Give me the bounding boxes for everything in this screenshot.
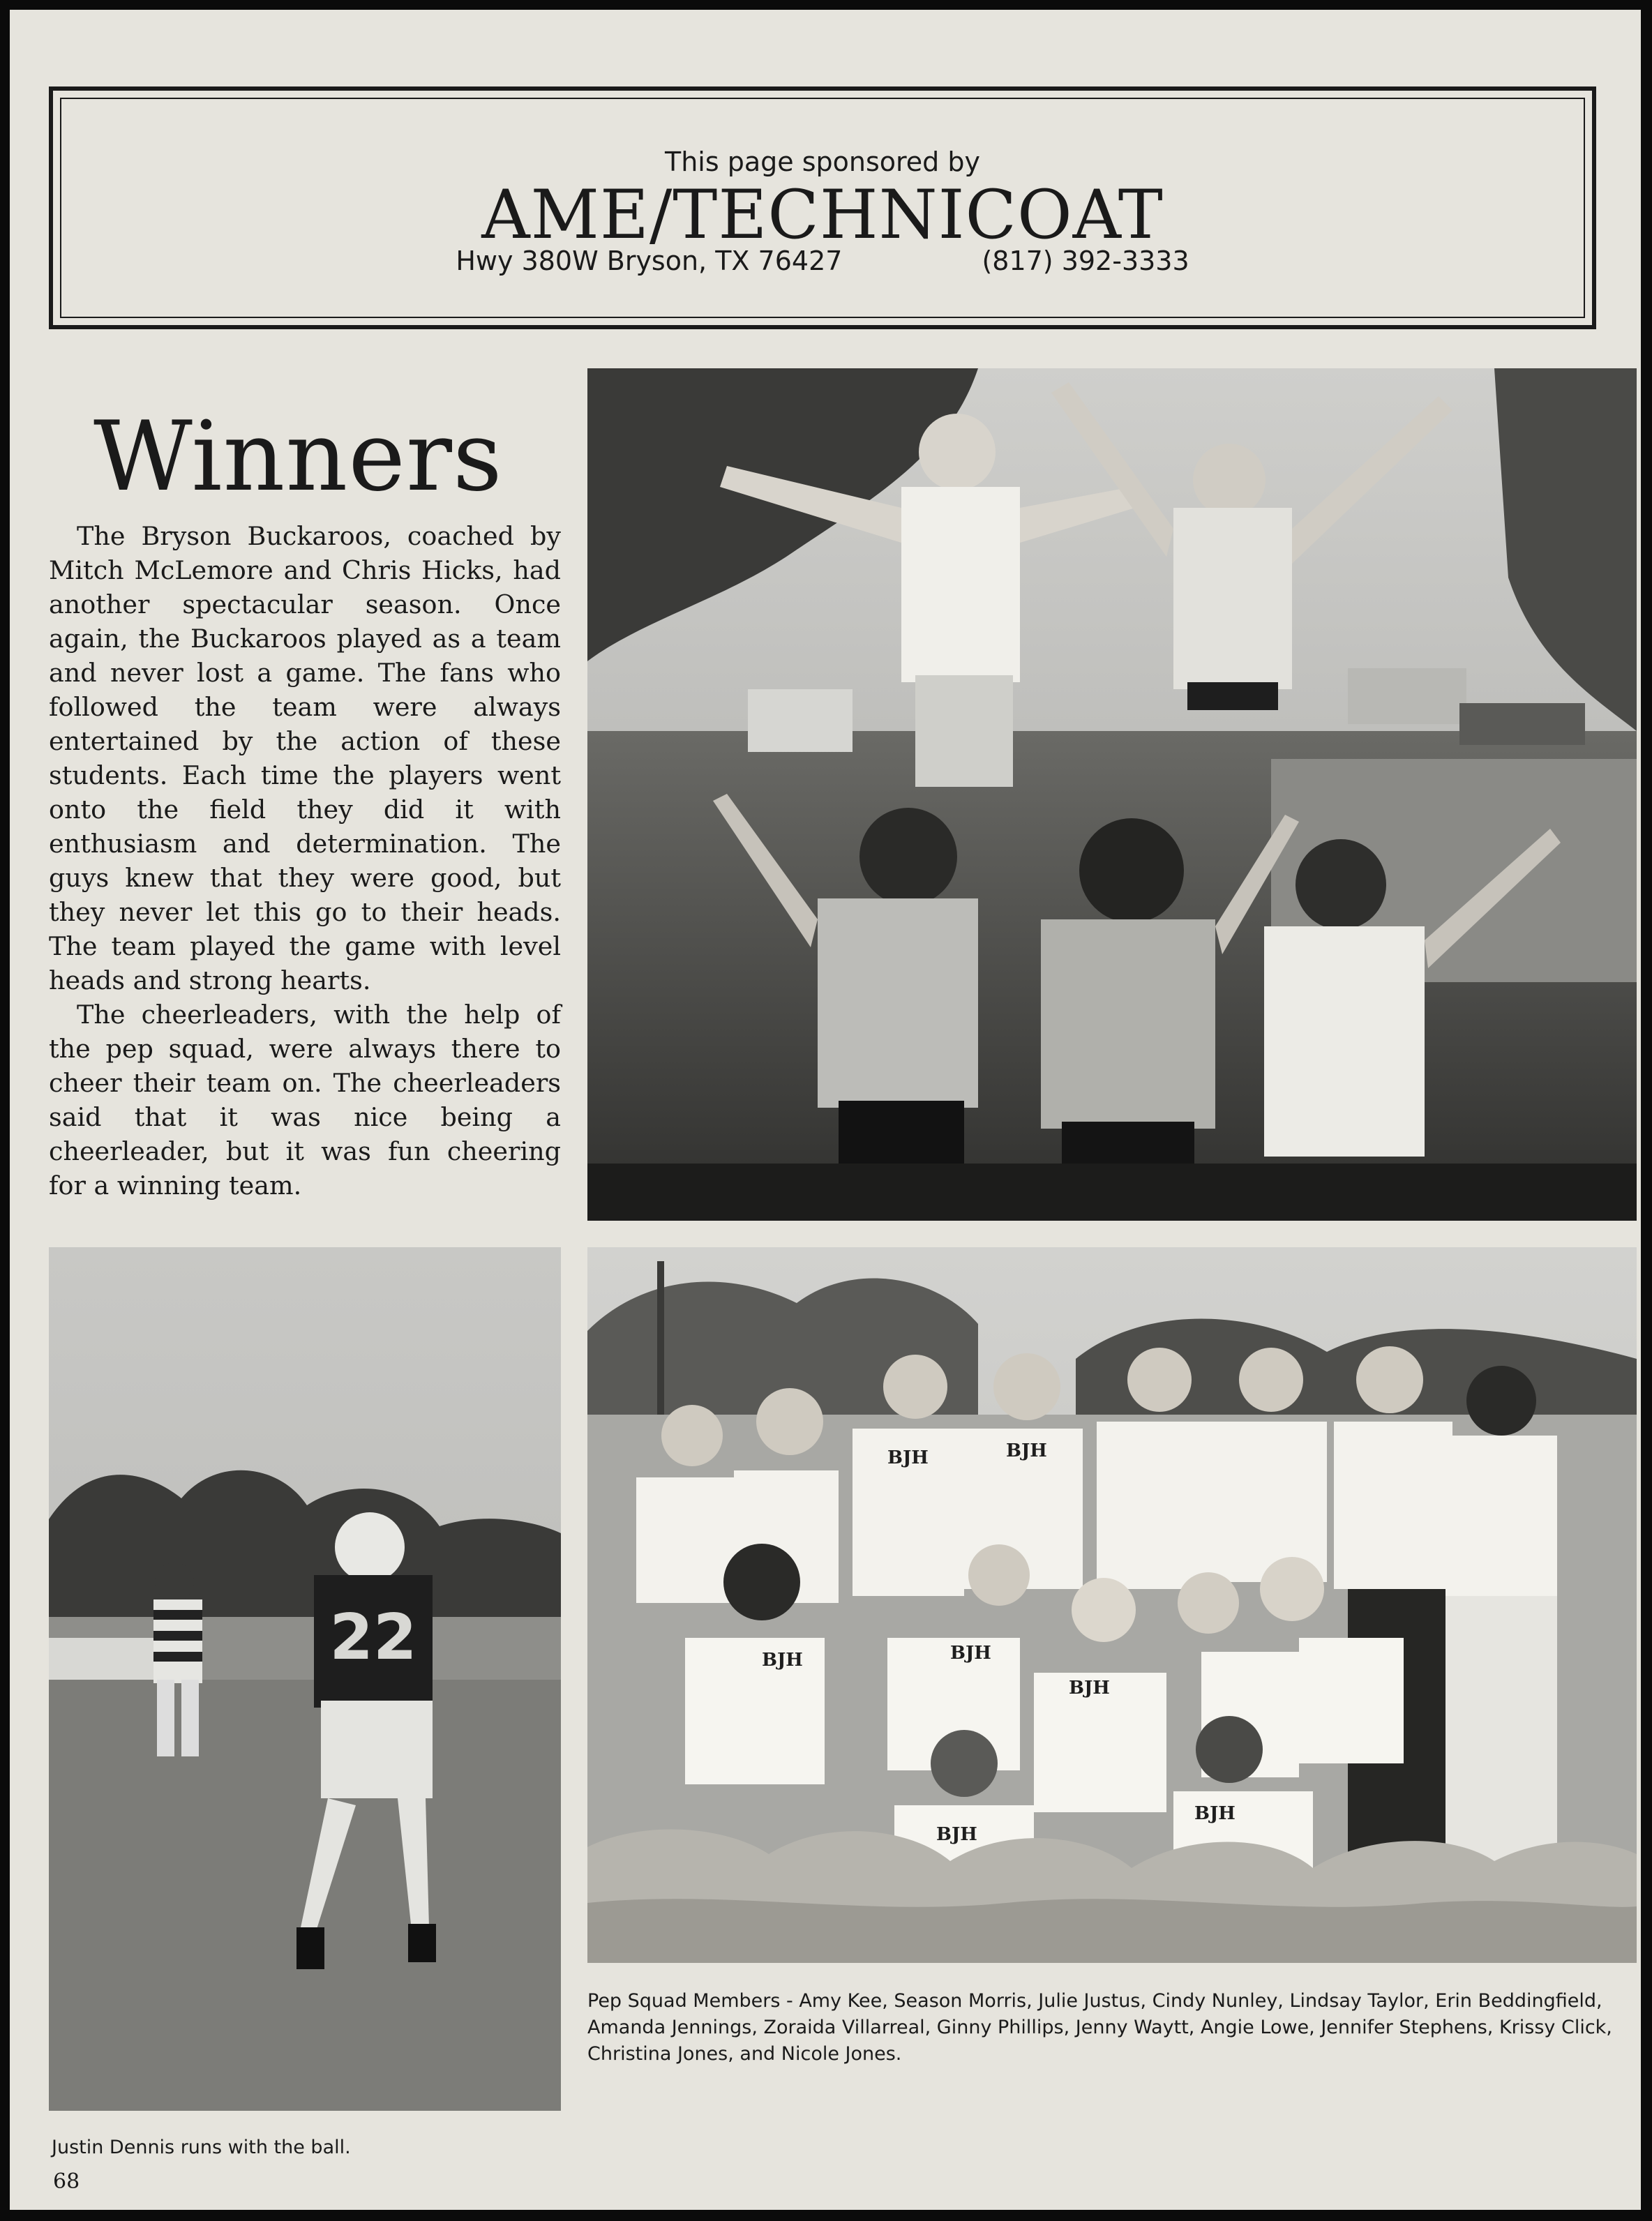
shirt-print-2: BJH <box>1006 1440 1047 1461</box>
shirt-print-1: BJH <box>887 1447 929 1468</box>
article-headline: Winners <box>93 400 503 513</box>
article-paragraph-1: The Bryson Buckaroos, coached by Mitch McLemore and Chris Hicks, had another spectacular season. Once again, the Buckaroos played as a team and never lost a game. The fans who followed the team were always entertained by the action of these students. Each time the players went onto the field they did it with enthusiasm and determination. The guys knew that they were good, but they never let this go to their heads. The team played the game with level heads and strong hearts. <box>49 521 561 995</box>
pep-squad-group-photo <box>587 1247 1637 1963</box>
shirt-print-7: BJH <box>1194 1803 1236 1824</box>
football-caption: Justin Dennis runs with the ball. <box>52 2137 351 2158</box>
football-player-photo <box>49 1247 561 2111</box>
shirt-print-4: BJH <box>950 1643 991 1664</box>
cheerleader-pyramid-photo <box>587 368 1637 1221</box>
sponsor-name: AME/TECHNICOAT <box>481 176 1164 254</box>
sponsor-contact <box>53 246 1592 276</box>
sponsor-address: Hwy 380W Bryson, TX 76427 <box>456 246 843 276</box>
shirt-print-5: BJH <box>1069 1678 1110 1699</box>
shirt-print-3: BJH <box>762 1650 803 1671</box>
shirt-print-6: BJH <box>936 1824 977 1845</box>
yearbook-page <box>10 10 1641 2210</box>
pep-squad-caption: Pep Squad Members - Amy Kee, Season Morris, Julie Justus, Cindy Nunley, Lindsay Taylor, Erin Beddingfield, Amanda Jennings, Zoraida Villarreal, Ginny Phillips, Jenny Waytt, Angie Lowe, Jennifer Stephens, Krissy Click, Christina Jones, and Nicole Jones. <box>587 1990 1612 2065</box>
sponsor-phone: (817) 392-3333 <box>982 246 1189 276</box>
article-body <box>49 519 561 1203</box>
sponsor-intro: This page sponsored by <box>665 146 980 177</box>
jersey-number: 22 <box>329 1601 417 1674</box>
sponsor-box <box>49 86 1596 329</box>
article-paragraph-2: The cheerleaders, with the help of the pep squad, were always there to cheer their team on. The cheerleaders said that it was nice being a cheerleader, but it was fun cheering for a winning team. <box>49 1000 561 1200</box>
page-number: 68 <box>53 2169 80 2194</box>
